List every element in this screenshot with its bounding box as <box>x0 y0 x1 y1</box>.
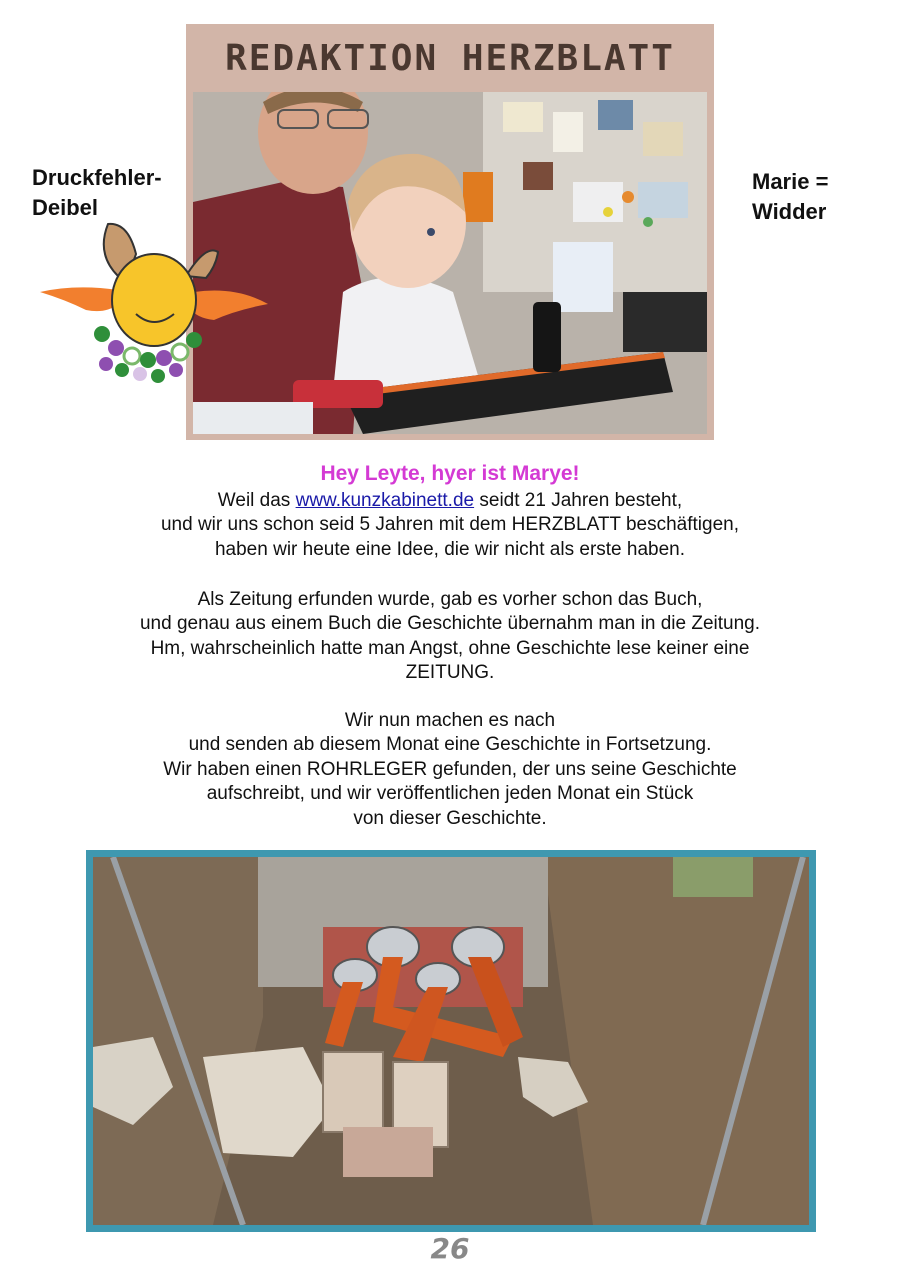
bottom-photo-frame <box>86 850 816 1232</box>
paragraph-3-line-1: Wir nun machen es nach <box>344 710 556 731</box>
paragraph-3-line-4: aufschreibt, und wir veröffentlichen jeden Monat ein Stück <box>206 783 694 805</box>
left-label-line1: Druckfehler- <box>32 165 162 190</box>
right-label-line2: Widder <box>752 199 827 224</box>
paragraph-1 <box>60 489 840 562</box>
photo-illustration <box>193 92 707 434</box>
paragraph-3-line-2: und senden ab diesem Monat eine Geschichte in Fortsetzung. <box>188 734 712 756</box>
paragraph-2-line-3: Hm, wahrscheinlich hatte man Angst, ohne Geschichte lese keiner eine <box>150 637 750 659</box>
paragraph-2-line-1: Als Zeitung erfunden wurde, gab es vorher schon das Buch, <box>197 589 703 610</box>
paragraph-2 <box>60 588 840 686</box>
paragraph-1-line-3: haben wir heute eine Idee, die wir nicht als erste haben. <box>214 538 686 560</box>
left-label-line2: Deibel <box>32 195 99 220</box>
right-label-line1: Marie = <box>752 169 829 194</box>
kunzkabinett-link[interactable]: www.kunzkabinett.de <box>295 490 475 511</box>
photo-pipes-in-trench <box>93 857 809 1225</box>
p1-post-link: seidt 21 Jahren besteht, <box>474 490 683 511</box>
aries-creature-illustration <box>36 214 270 384</box>
trench-illustration <box>93 857 809 1225</box>
paragraph-2-line-2: und genau aus einem Buch die Geschichte übernahm man in die Zeitung. <box>139 613 760 635</box>
marie-widder-label <box>752 167 828 227</box>
frame-title: REDAKTION HERZBLATT <box>225 38 675 79</box>
paragraph-3-line-3: Wir haben einen ROHRLEGER gefunden, der uns seine Geschichte <box>163 758 737 780</box>
p1-pre-link: Weil das <box>217 490 296 511</box>
paragraph-3 <box>60 709 840 831</box>
article-headline: Hey Leyte, hyer ist Marye! <box>320 462 580 485</box>
paragraph-1-line-1 <box>60 489 840 513</box>
paragraph-3-line-5: von dieser Geschichte. <box>353 807 547 829</box>
photo-man-and-child-at-computer <box>193 92 707 434</box>
paragraph-1-line-2: und wir uns schon seid 5 Jahren mit dem HERZBLATT beschäftigen, <box>160 514 739 536</box>
page-number: 26 <box>430 1232 470 1265</box>
paragraph-2-line-4: ZEITUNG. <box>405 662 495 684</box>
